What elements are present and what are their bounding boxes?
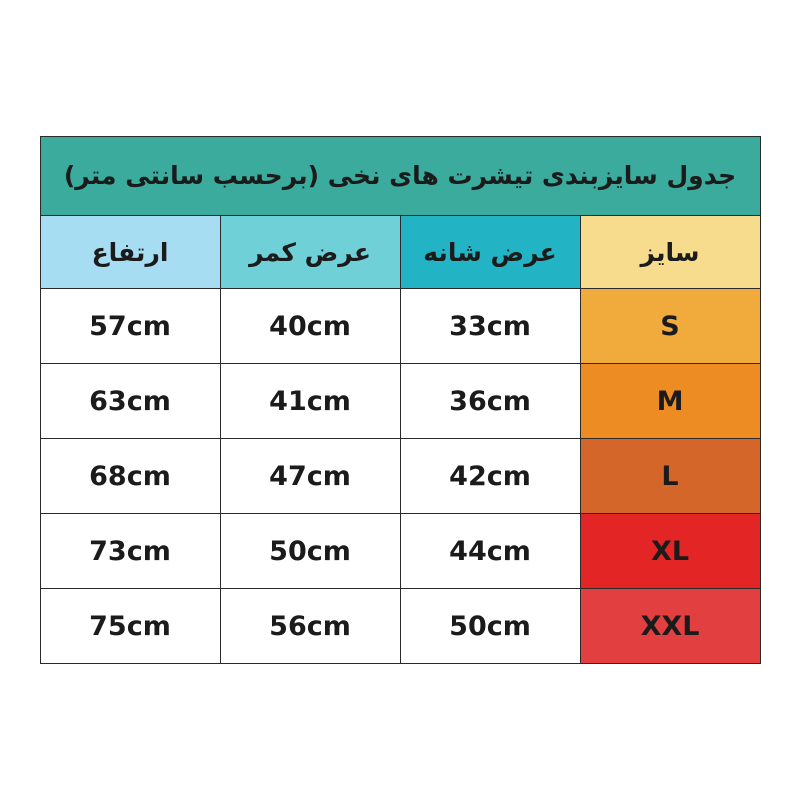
- cell-shoulder: 42cm: [400, 439, 580, 514]
- column-header-size: سایز: [580, 216, 760, 289]
- cell-waist: 47cm: [220, 439, 400, 514]
- size-chart-table: [40, 136, 761, 664]
- cell-height: 63cm: [40, 364, 220, 439]
- table-row: [40, 589, 760, 664]
- cell-shoulder: 33cm: [400, 289, 580, 364]
- cell-size: L: [580, 439, 760, 514]
- column-header-shoulder: عرض شانه: [400, 216, 580, 289]
- page-title: جدول سایزبندی تیشرت های نخی (برحسب سانتی متر): [40, 137, 760, 216]
- table-row: [40, 289, 760, 364]
- cell-height: 73cm: [40, 514, 220, 589]
- cell-waist: 40cm: [220, 289, 400, 364]
- cell-shoulder: 36cm: [400, 364, 580, 439]
- cell-shoulder: 44cm: [400, 514, 580, 589]
- table-title-row: [40, 137, 760, 216]
- cell-waist: 50cm: [220, 514, 400, 589]
- table-header-row: [40, 216, 760, 289]
- cell-size: XXL: [580, 589, 760, 664]
- cell-height: 75cm: [40, 589, 220, 664]
- table-row: [40, 364, 760, 439]
- table-row: [40, 439, 760, 514]
- cell-waist: 56cm: [220, 589, 400, 664]
- column-header-height: ارتفاع: [40, 216, 220, 289]
- cell-size: S: [580, 289, 760, 364]
- cell-shoulder: 50cm: [400, 589, 580, 664]
- cell-size: XL: [580, 514, 760, 589]
- column-header-waist: عرض کمر: [220, 216, 400, 289]
- cell-size: M: [580, 364, 760, 439]
- cell-height: 68cm: [40, 439, 220, 514]
- cell-waist: 41cm: [220, 364, 400, 439]
- table-row: [40, 514, 760, 589]
- cell-height: 57cm: [40, 289, 220, 364]
